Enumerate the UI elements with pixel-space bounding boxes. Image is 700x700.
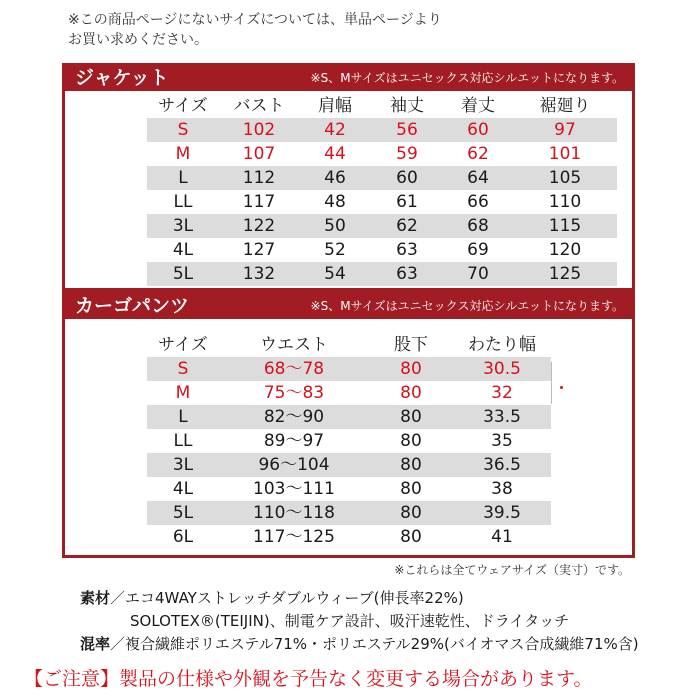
jacket-size-value: 62 (467, 144, 489, 164)
pants-size-label: LL (173, 431, 193, 451)
jacket-size-row (147, 142, 617, 166)
jacket-size-value: 60 (443, 118, 513, 142)
jacket-size-value: 69 (467, 240, 489, 260)
pants-title: カーゴパンツ (75, 295, 190, 317)
jacket-size-value: 107 (242, 144, 276, 164)
jacket-size-value: 61 (396, 192, 418, 212)
jacket-column-header: 着丈 (461, 96, 495, 116)
top-note-line1: ※この商品ページにないサイズについては、単品ページより (68, 12, 442, 28)
pants-size-value: 33.5 (453, 405, 551, 429)
top-note (68, 10, 442, 50)
pants-size-value: 75〜83 (263, 383, 325, 403)
jacket-size-label: LL (173, 192, 193, 212)
pants-size-value: 80 (369, 453, 453, 477)
jacket-size-value: 66 (467, 192, 489, 212)
pants-size-value: 80 (400, 527, 422, 547)
jacket-size-value: 68 (443, 214, 513, 238)
jacket-size-value: 52 (324, 240, 346, 260)
jacket-title: ジャケット (75, 67, 169, 89)
jacket-size-value: 102 (219, 118, 299, 142)
jacket-size-label: 3L (147, 214, 219, 238)
jacket-size-value: 70 (443, 262, 513, 286)
pants-size-value: 103〜111 (253, 479, 335, 499)
pants-size-value: 35 (491, 431, 513, 451)
measurement-note: ※これらは全てウェアサイズ（実寸）です。 (394, 563, 630, 577)
jacket-size-value: 46 (299, 166, 371, 190)
pants-size-label: 6L (172, 527, 194, 547)
jacket-size-table (147, 94, 617, 286)
jacket-size-panel (62, 63, 635, 291)
pants-size-label: S (147, 357, 219, 381)
pants-size-row (147, 525, 551, 549)
pants-size-value: 110〜118 (219, 501, 369, 525)
pants-size-value: 80 (369, 405, 453, 429)
pants-size-value: 80 (369, 357, 453, 381)
jacket-size-label: M (175, 144, 191, 164)
blend-line (80, 633, 639, 655)
pants-header (65, 294, 632, 319)
jacket-header-row (147, 94, 617, 118)
jacket-size-label: L (147, 166, 219, 190)
pants-size-row (147, 429, 551, 453)
jacket-column-header: 袖丈 (390, 96, 424, 116)
pants-size-value: 39.5 (453, 501, 551, 525)
jacket-size-value: 62 (371, 214, 443, 238)
jacket-column-header: バスト (233, 96, 285, 116)
pants-size-table (147, 333, 551, 549)
jacket-size-value: 97 (513, 118, 617, 142)
jacket-size-value: 105 (513, 166, 617, 190)
pants-size-row (147, 501, 551, 525)
pants-size-row (147, 405, 551, 429)
jacket-column-header: 裾廻り (539, 96, 591, 116)
jacket-size-row (147, 190, 617, 214)
jacket-size-value: 50 (299, 214, 371, 238)
jacket-size-value: 110 (548, 192, 582, 212)
jacket-size-value: 101 (548, 144, 582, 164)
pants-size-value: 41 (491, 527, 513, 547)
jacket-size-value: 63 (371, 262, 443, 286)
jacket-note: ※S、Mサイズはユニセックス対応シルエットになります。 (310, 71, 624, 85)
divider-line (551, 362, 552, 404)
pants-size-value: 80 (400, 383, 422, 403)
jacket-size-value: 117 (242, 192, 276, 212)
pants-size-value: 96〜104 (219, 453, 369, 477)
pants-column-header: わたり幅 (468, 335, 536, 355)
jacket-size-row (147, 118, 617, 142)
blend-label: 混率 (80, 635, 111, 653)
pants-size-row (147, 453, 551, 477)
jacket-size-value: 122 (219, 214, 299, 238)
pants-size-value: 30.5 (453, 357, 551, 381)
pants-size-value: 89〜97 (263, 431, 325, 451)
pants-size-label: 3L (147, 453, 219, 477)
caution-notice: 【ご注意】製品の仕様や外観を予告なく変更する場合があります。 (24, 668, 593, 690)
pants-size-value: 38 (491, 479, 513, 499)
jacket-size-value: 60 (371, 166, 443, 190)
pants-size-row (147, 381, 551, 405)
jacket-size-value: 120 (548, 240, 582, 260)
jacket-size-row (147, 214, 617, 238)
pants-size-value: 80 (369, 501, 453, 525)
pants-size-label: M (175, 383, 191, 403)
pants-size-panel (62, 291, 635, 558)
jacket-size-value: 54 (299, 262, 371, 286)
top-note-line2: お買い求めください。 (68, 32, 208, 48)
pants-column-header: サイズ (158, 335, 208, 355)
pants-size-row (147, 477, 551, 501)
jacket-column-header: 肩幅 (318, 96, 352, 116)
pants-size-value: 80 (400, 479, 422, 499)
material-value: ／エコ4WAYストレッチダブルウィーブ(伸長率22%) (110, 589, 464, 607)
jacket-size-row (147, 238, 617, 262)
jacket-size-row (147, 166, 617, 190)
pants-size-label: 5L (147, 501, 219, 525)
jacket-size-label: 5L (147, 262, 219, 286)
pants-size-value: 68〜78 (219, 357, 369, 381)
material-line (80, 587, 464, 609)
jacket-size-value: 64 (443, 166, 513, 190)
jacket-size-value: 48 (324, 192, 346, 212)
jacket-size-value: 115 (513, 214, 617, 238)
decorative-dot (560, 386, 563, 389)
features-line: SOLOTEX®(TEIJIN)、制電ケア設計、吸汗速乾性、ドライタッチ (130, 612, 570, 630)
pants-column-header: ウエスト (260, 335, 328, 355)
material-label: 素材 (80, 589, 111, 607)
pants-size-value: 36.5 (453, 453, 551, 477)
pants-column-header: 股下 (394, 335, 428, 355)
pants-size-label: L (147, 405, 219, 429)
jacket-size-value: 56 (371, 118, 443, 142)
jacket-size-value: 127 (242, 240, 276, 260)
pants-size-value: 82〜90 (219, 405, 369, 429)
jacket-header (65, 66, 632, 91)
pants-size-value: 117〜125 (253, 527, 335, 547)
jacket-size-value: 42 (299, 118, 371, 142)
pants-header-row (147, 333, 551, 357)
pants-size-value: 32 (491, 383, 513, 403)
jacket-size-value: 132 (219, 262, 299, 286)
jacket-size-label: S (147, 118, 219, 142)
jacket-size-value: 59 (396, 144, 418, 164)
pants-size-label: 4L (172, 479, 194, 499)
jacket-size-value: 63 (396, 240, 418, 260)
jacket-size-row (147, 262, 617, 286)
jacket-column-header: サイズ (158, 96, 208, 116)
pants-note: ※S、Mサイズはユニセックス対応シルエットになります。 (310, 299, 624, 313)
jacket-size-value: 44 (324, 144, 346, 164)
pants-size-value: 80 (400, 431, 422, 451)
blend-value: ／複合繊維ポリエステル71%・ポリエステル29%(バイオマス合成繊維71%含) (110, 635, 639, 653)
pants-size-row (147, 357, 551, 381)
jacket-size-value: 112 (219, 166, 299, 190)
jacket-size-value: 125 (513, 262, 617, 286)
jacket-size-label: 4L (172, 240, 194, 260)
